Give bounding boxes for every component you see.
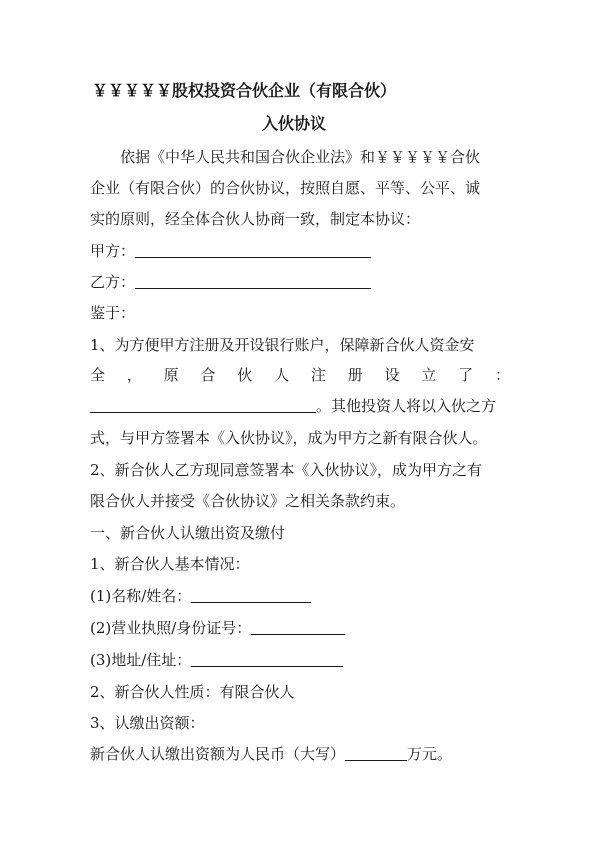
- intro-line-2: 企业（有限合伙）的合伙协议，按照自愿、平等、公平、诚: [90, 179, 481, 197]
- clause1-char: 设: [384, 366, 400, 384]
- address-blank[interactable]: [191, 652, 343, 667]
- party-b-blank[interactable]: [135, 274, 371, 289]
- item2-text: 2、新合伙人性质：有限合伙人: [90, 683, 295, 701]
- clause1-char: 合: [200, 366, 216, 384]
- party-a-row: [90, 240, 371, 261]
- clause2-line-1: 2、新合伙人乙方现同意签署本《入伙协议》，成为甲方之有: [90, 461, 483, 479]
- item1-heading: 1、新合伙人基本情况：: [90, 555, 250, 573]
- clause1-char: ：: [494, 366, 510, 384]
- amount-row: [90, 743, 452, 764]
- clause1-char: 了: [458, 366, 474, 384]
- clause1-line-3: [90, 395, 496, 416]
- party-b-row: [90, 271, 371, 292]
- clause1-char: 伙: [237, 366, 253, 384]
- clause1-char: 全: [90, 366, 106, 384]
- address-label: (3)地址/住址：: [90, 651, 192, 669]
- clause1-char: 人: [274, 366, 290, 384]
- id-row: [90, 617, 345, 638]
- clause2-line-2: 限合伙人并接受《合伙协议》之相关条款约束。: [90, 492, 406, 510]
- whereas-label: 鉴于：: [90, 304, 136, 322]
- amount-blank[interactable]: [345, 746, 407, 761]
- party-b-label: 乙方：: [90, 273, 136, 291]
- party-a-blank[interactable]: [135, 243, 371, 258]
- clause1-char: 注: [310, 366, 326, 384]
- item3-heading: 3、认缴出资额：: [90, 714, 205, 732]
- name-row: [90, 585, 311, 606]
- clause1-char: 立: [421, 366, 437, 384]
- section1-heading: 一、新合伙人认缴出资及缴付: [90, 524, 286, 542]
- document-subtitle: 入伙协议: [262, 114, 327, 133]
- id-label: (2)营业执照/身份证号：: [90, 619, 252, 637]
- name-blank[interactable]: [191, 588, 311, 603]
- intro-line-1: 依据《中华人民共和国合伙企业法》和￥￥￥￥￥合伙: [120, 148, 481, 166]
- document-title: ￥￥￥￥￥股权投资合伙企业（有限合伙）: [92, 81, 397, 100]
- amount-prefix: 新合伙人认缴出资额为人民币（大写）: [90, 745, 346, 763]
- party-a-label: 甲方：: [90, 242, 136, 260]
- clause1-line-1: 1、为方便甲方注册及开设银行账户，保障新合伙人资金安: [90, 336, 475, 354]
- registration-blank[interactable]: [90, 398, 316, 413]
- intro-line-3: 实的原则，经全体合伙人协商一致，制定本协议：: [90, 210, 421, 228]
- id-blank[interactable]: [251, 620, 345, 635]
- address-row: [90, 649, 343, 670]
- clause1-line-2: [90, 364, 510, 385]
- clause1-line-4: 式，与甲方签署本《入伙协议》，成为甲方之新有限合伙人。: [90, 429, 488, 447]
- name-label: (1)名称/姓名：: [90, 587, 192, 605]
- clause1-cont-text: 。其他投资人将以入伙之方: [316, 397, 497, 415]
- clause1-char: 原: [163, 366, 179, 384]
- amount-suffix: 万元。: [407, 745, 453, 763]
- clause1-char: ，: [126, 366, 142, 384]
- clause1-char: 册: [347, 366, 363, 384]
